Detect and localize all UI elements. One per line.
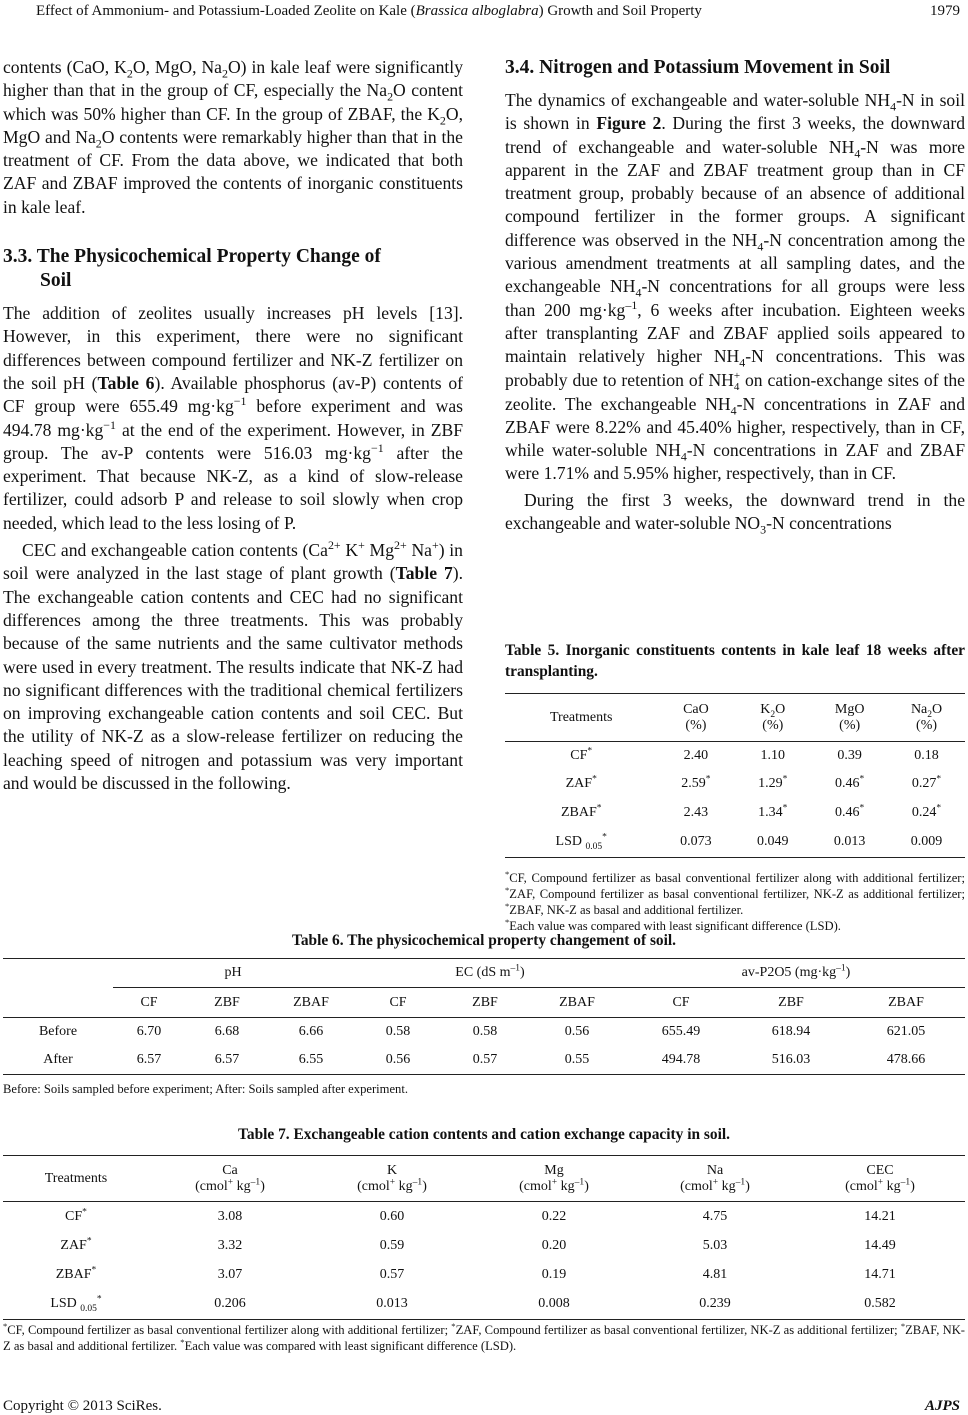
table-header-row: Treatments Ca (cmol+ $kg^{-1}$) K (cmol+ $kg^{-1}$) Mg (cmol+ $kg^{-1}$) Na (cmol+ $kg^{-1}$) CEC (cmol+ $kg^{-1}$) — [3, 1156, 965, 1202]
table-row: After 6.57 6.57 6.55 0.56 0.57 0.55 494.78 516.03 478.66 — [43, 1051, 926, 1067]
column-header: Treatments — [550, 709, 613, 725]
table-5-footnote: *CF, Compound fertilizer as basal conventional fertilizer along with additional fertilizer; *ZAF, Compound fertilizer as basal conventional fertilizer, NK-Z as additional fertilizer; *ZBAF, NK-Z as basal and additional fertilizer. *Each value was compared with least significant difference (LSD). — [505, 868, 965, 933]
table-row: CF* 2.40 1.10 0.39 0.18 — [570, 746, 939, 763]
running-header — [0, 3, 968, 23]
table-row: LSD $_{0.05}$* 0.206 0.013 0.008 0.239 0.582 — [50, 1294, 896, 1315]
table-row: ZBAF* 2.43 1.34* 0.46* 0.24* — [560, 803, 942, 820]
table-6-note: Before: Soils sampled before experiment; After: Soils sampled after experiment. — [3, 1082, 408, 1096]
paragraph: The dynamics of exchangeable and water-soluble $NH_4-N$ in soil is shown in Figure 2. During the first 3 weeks, the downward trend of exchangeable and water-soluble $NH_4-N$ was more apparent in the ZAF and ZBAF treatment group than in CF treatment group, probably because of an absence of additional compound fertilizer in the former groups. A significant difference was observed in the $NH_4-N$ concentration among the various amendment treatments at all sampling dates, and the exchangeable $NH_4-N$ concentrations for all groups were less than 200 $mg\cdot kg^{-1}$, 6 weeks after incubation. Eighteen weeks after transplanting ZAF and ZBAF applied soils appeared to maintain relatively higher $NH_4-N$ concentrations. This was probably due to retention of NH+ 4 on cation-exchange sites of the zeolite. The exchangeable $NH_4-N$ concentrations in ZAF and ZBAF were 8.22% and 45.40% higher, respectively, than in CF, while water-soluble $NH_4-N$ concentrations in ZAF and ZBAF were 1.71% and 5.95% higher, respectively, than in CF. — [505, 90, 966, 484]
table-5-block — [505, 640, 965, 934]
page-number: 1979 — [930, 3, 960, 19]
paragraph: contents (CaO, $K_2O$, MgO, $Na_2O$) in kale leaf were significantly higher than that in the group of CF, especially the $Na_2O$ content which was 50% higher than CF. In the group of ZBAF, the $K_2O$, MgO and $Na_2O$ contents were remarkably higher than that in the treatment of CF. From the data above, we indicated that both ZAF and ZBAF improved the contents of inorganic constituents in kale leaf. — [3, 57, 464, 217]
paragraph: During the first 3 weeks, the downward trend in the exchangeable and water-soluble $NO_3-N$ concentrations — [505, 489, 965, 537]
table-row: LSD $_{0.05}$* 0.073 0.049 0.013 0.009 — [555, 832, 943, 853]
table-row: CF* 3.08 0.60 0.22 4.75 14.21 — [65, 1207, 896, 1224]
column-header: $K_2O$ (%) — [760, 701, 786, 733]
column-header: CaO (%) — [683, 701, 709, 733]
column-group-header: av-P2O5 $(mg\cdot kg^{-1})$ — [627, 959, 965, 988]
table-5-caption: Table 5. Inorganic constituents contents in kale leaf 18 weeks after transplanting. — [505, 642, 965, 680]
table-row: ZBAF* 3.07 0.57 0.19 4.81 14.71 — [55, 1265, 896, 1282]
table-6 — [3, 958, 965, 1075]
table-5 — [505, 693, 965, 858]
right-column — [505, 56, 965, 535]
paragraph: The addition of zeolites usually increases pH levels [13]. However, in this experiment, there were no significant differences between compound fertilizer and NK-Z fertilizer on the soil pH (Table 6). Available phosphorus (av-P) contents of CF group were 655.49 $mg\cdot kg^{-1}$ before experiment and was 494.78 $mg\cdot kg^{-1}$ at the end of the experiment. However, in ZBF group. The av-P contents were 516.03 $mg\cdot kg^{-1}$ after the experiment. That because NK-Z, as a kind of slow-release fertilizer, could adsorb P and release to soil slowly when crop needed, which lead to the less losing of P. — [3, 303, 463, 533]
section-heading-3-4: 3.4. Nitrogen and Potassium Movement in Soil — [505, 57, 891, 78]
section-heading-3-3: 3.3. The Physicochemical Property Change of Soil — [3, 246, 381, 292]
column-header: MgO (%) — [834, 701, 865, 733]
copyright: Copyright © 2013 SciRes. — [3, 1398, 162, 1414]
left-column — [3, 56, 463, 795]
table-6-caption: Table 6. The physicochemical property changement of soil. — [291, 932, 677, 949]
journal-name: AJPS — [924, 1398, 960, 1414]
table-row: ZAF* 3.32 0.59 0.20 5.03 14.49 — [60, 1236, 896, 1253]
table-header-row — [505, 694, 965, 742]
column-header: $Na_2O$ (%) — [910, 701, 943, 733]
table-7 — [3, 1155, 965, 1320]
table-7-caption: Table 7. Exchangeable cation contents and cation exchange capacity in soil. — [238, 1126, 730, 1143]
paragraph: CEC and exchangeable cation contents ($Ca^{2+}$ K+ $Mg^{2+}$ Na+) in soil were analyzed in the last stage of plant growth (Table 7). The exchangeable cation contents and CEC had no significant differences among the three treatments. This was probably because of the same nutrients and the same cultivator methods were used in every treatment. The results indicate that NK-Z had no significant differences with the traditional chemical fertilizers on improving exchangeable cation contents and soil CEC. But the utility of NK-Z as a slow-release fertilizer on reducing the leaching speed of nitrogen and potassium was very important and would be discussed in the following. — [3, 538, 464, 794]
table-group-header-row — [3, 959, 965, 988]
table-7-footnote: *CF, Compound fertilizer as basal conventional fertilizer along with additional fertilizer; *ZAF, Compound fertilizer as basal conventional fertilizer, NK-Z as additional fertilizer; *ZBAF, NK-Z as basal and additional fertilizer. *Each value was compared with least significant difference (LSD). — [3, 1320, 965, 1353]
table-row: ZAF* 2.59* 1.29* 0.46* 0.27* — [565, 774, 942, 791]
column-group-header: pH — [113, 959, 353, 988]
running-title: Effect of Ammonium- and Potassium-Loaded Zeolite on Kale (Brassica alboglabra) Growth and Soil Property — [36, 3, 702, 19]
table-row: Before 6.70 6.68 6.66 0.58 0.58 0.56 655.49 618.94 621.05 — [38, 1023, 926, 1039]
table-header-row: CF ZBF ZBAF CF ZBF ZBAF CF ZBF ZBAF — [3, 988, 965, 1018]
column-group-header: EC (dS $m^{-1}$) — [353, 959, 627, 988]
